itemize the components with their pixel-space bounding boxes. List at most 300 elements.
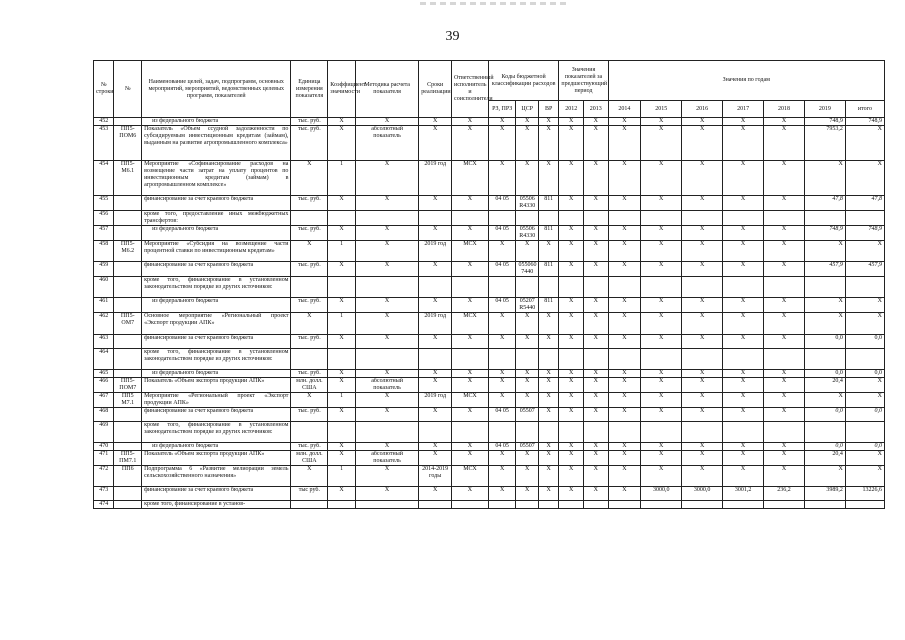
cell-total — [845, 349, 884, 370]
cell-unit: X — [291, 313, 328, 335]
cell-total — [845, 211, 884, 226]
cell-name: из федерального бюджета — [142, 118, 291, 126]
cell-unit: тыс. руб. — [291, 370, 328, 378]
cell-coef — [328, 422, 356, 443]
cell-resp: X — [452, 226, 489, 241]
cell-y2016 — [682, 211, 723, 226]
cell-rz — [488, 349, 516, 370]
cell-y2019: 20,4 — [804, 451, 845, 466]
cell-csr: X — [516, 487, 539, 501]
cell-n: 452 — [94, 118, 114, 126]
cell-y2017: X — [723, 126, 764, 161]
cell-vr — [538, 277, 558, 298]
cell-rz: 04 05 — [488, 443, 516, 451]
cell-y2013: X — [583, 466, 608, 487]
cell-y2013: X — [583, 335, 608, 349]
cell-coef: 1 — [328, 241, 356, 262]
cell-total: 748,9 — [845, 226, 884, 241]
cell-y2017: X — [723, 298, 764, 313]
cell-y2012: X — [559, 466, 584, 487]
cell-y2013: X — [583, 241, 608, 262]
cell-method — [355, 501, 418, 509]
cell-code — [114, 443, 142, 451]
cell-rz: X — [488, 487, 516, 501]
cell-y2019: X — [804, 241, 845, 262]
cell-total — [845, 277, 884, 298]
cell-code: ПП5 М7.1 — [114, 393, 142, 408]
cell-unit: млн. долл. США — [291, 378, 328, 393]
cell-total: X — [845, 393, 884, 408]
cell-method — [355, 349, 418, 370]
cell-name: финансирование за счет краевого бюджета — [142, 487, 291, 501]
cell-y2016: X — [682, 378, 723, 393]
cell-coef: X — [328, 451, 356, 466]
cell-name: из федерального бюджета — [142, 370, 291, 378]
cell-terms: X — [419, 378, 452, 393]
cell-n: 464 — [94, 349, 114, 370]
cell-y2013: X — [583, 196, 608, 211]
cell-rz — [488, 422, 516, 443]
cell-y2018: X — [764, 370, 805, 378]
cell-rz: X — [488, 241, 516, 262]
cell-total — [845, 501, 884, 509]
cell-name: Мероприятие «Субсидия на возмещение части процентной ставки по инвестиционным кредитам» — [142, 241, 291, 262]
cell-method: абсолютный показатель — [355, 126, 418, 161]
cell-y2017: X — [723, 226, 764, 241]
cell-name: кроме того, финансирование в установленном законодательством порядке из других источников: — [142, 422, 291, 443]
cell-csr: X — [516, 378, 539, 393]
cell-y2014 — [608, 501, 641, 509]
cell-y2016: X — [682, 241, 723, 262]
cell-y2018: X — [764, 443, 805, 451]
cell-vr: X — [538, 335, 558, 349]
cell-code — [114, 226, 142, 241]
cell-y2017 — [723, 501, 764, 509]
cell-y2012 — [559, 277, 584, 298]
cell-y2013: X — [583, 370, 608, 378]
cell-resp — [452, 501, 489, 509]
cell-y2012: X — [559, 393, 584, 408]
cell-y2017 — [723, 277, 764, 298]
cell-y2015: X — [641, 262, 682, 277]
cell-y2015: 3000,0 — [641, 487, 682, 501]
header-2019: 2019 — [804, 101, 845, 118]
cell-vr: X — [538, 378, 558, 393]
cell-terms: 2019 год — [419, 241, 452, 262]
cell-coef: X — [328, 487, 356, 501]
cell-coef: X — [328, 378, 356, 393]
cell-y2018: X — [764, 262, 805, 277]
cell-n: 459 — [94, 262, 114, 277]
cell-method: X — [355, 161, 418, 196]
table-row — [94, 422, 885, 443]
cell-y2019 — [804, 211, 845, 226]
table-row — [94, 118, 885, 126]
cell-vr — [538, 211, 558, 226]
cell-coef — [328, 501, 356, 509]
cell-y2014: X — [608, 118, 641, 126]
cell-y2016 — [682, 422, 723, 443]
cell-method: X — [355, 118, 418, 126]
cell-unit: тыс. руб. — [291, 335, 328, 349]
cell-y2017: X — [723, 335, 764, 349]
table-row — [94, 408, 885, 422]
header-budget-codes: Коды бюджетной классификации расходов — [488, 61, 559, 101]
cell-y2012 — [559, 211, 584, 226]
cell-rz: 04 05 — [488, 262, 516, 277]
cell-code — [114, 487, 142, 501]
cell-terms: X — [419, 196, 452, 211]
cell-y2015 — [641, 277, 682, 298]
cell-coef — [328, 349, 356, 370]
cell-method: X — [355, 466, 418, 487]
table-row — [94, 451, 885, 466]
program-table — [93, 60, 885, 509]
cell-terms — [419, 501, 452, 509]
cell-y2015: X — [641, 466, 682, 487]
table-row — [94, 335, 885, 349]
header-2014: 2014 — [608, 101, 641, 118]
cell-unit: X — [291, 161, 328, 196]
cell-terms: X — [419, 451, 452, 466]
cell-y2013 — [583, 501, 608, 509]
cell-method: X — [355, 335, 418, 349]
cell-y2013: X — [583, 126, 608, 161]
cell-y2012: X — [559, 262, 584, 277]
cell-resp — [452, 422, 489, 443]
cell-code: ПП5-ПМ7.1 — [114, 451, 142, 466]
cell-y2018: X — [764, 226, 805, 241]
cell-y2012: X — [559, 443, 584, 451]
cell-name: из федерального бюджета — [142, 443, 291, 451]
cell-y2016: X — [682, 451, 723, 466]
cell-name: из федерального бюджета — [142, 226, 291, 241]
cell-terms: 2014-2019 годы — [419, 466, 452, 487]
cell-y2018: X — [764, 161, 805, 196]
cell-y2013: X — [583, 487, 608, 501]
cell-csr — [516, 349, 539, 370]
cell-total: X — [845, 451, 884, 466]
cell-resp: X — [452, 370, 489, 378]
cell-csr — [516, 211, 539, 226]
table-header — [94, 61, 885, 118]
cell-csr — [516, 501, 539, 509]
cell-coef: X — [328, 262, 356, 277]
cell-y2016: X — [682, 370, 723, 378]
cell-vr: X — [538, 370, 558, 378]
cell-coef: X — [328, 335, 356, 349]
cell-y2015: X — [641, 298, 682, 313]
cell-total: X — [845, 161, 884, 196]
cell-y2018: X — [764, 118, 805, 126]
header-2012: 2012 — [559, 101, 584, 118]
cell-rz: 04 05 — [488, 298, 516, 313]
cell-y2015: X — [641, 241, 682, 262]
cell-y2013: X — [583, 451, 608, 466]
cell-y2014: X — [608, 262, 641, 277]
cell-y2014: X — [608, 335, 641, 349]
cell-unit: тыс. руб. — [291, 298, 328, 313]
cell-y2017: X — [723, 466, 764, 487]
cell-csr: 05506 R4330 — [516, 196, 539, 211]
cell-vr — [538, 501, 558, 509]
cell-method: абсолютный показатель — [355, 451, 418, 466]
cell-unit: X — [291, 393, 328, 408]
cell-y2018: X — [764, 335, 805, 349]
cell-coef: X — [328, 226, 356, 241]
cell-code: ПП5-ОМ7 — [114, 313, 142, 335]
cell-unit: тыс. руб. — [291, 408, 328, 422]
cell-y2016: X — [682, 408, 723, 422]
cell-resp: X — [452, 335, 489, 349]
cell-y2017: X — [723, 443, 764, 451]
cell-y2013: X — [583, 262, 608, 277]
cell-y2012: X — [559, 370, 584, 378]
cell-name: Показатель «Объем ссудной задолженности по субсидируемым инвестиционным кредитам (займам), выданным на развитие агропромышленного комплекса» — [142, 126, 291, 161]
header-method: Методика расчета показателя — [355, 61, 418, 118]
cell-csr: 05507 — [516, 443, 539, 451]
cell-coef: 1 — [328, 313, 356, 335]
cell-y2013: X — [583, 226, 608, 241]
cell-y2013 — [583, 422, 608, 443]
cell-y2018: X — [764, 378, 805, 393]
cell-n: 471 — [94, 451, 114, 466]
cell-y2016: 3000,0 — [682, 487, 723, 501]
cell-vr: X — [538, 241, 558, 262]
cell-y2019: 748,9 — [804, 226, 845, 241]
cell-y2018 — [764, 349, 805, 370]
header-row-num: № строки — [94, 61, 114, 118]
table-row — [94, 161, 885, 196]
cell-method: X — [355, 262, 418, 277]
cell-csr: X — [516, 241, 539, 262]
cell-code: ПП6 — [114, 466, 142, 487]
table-row — [94, 313, 885, 335]
table-row — [94, 487, 885, 501]
cell-code — [114, 211, 142, 226]
cell-n: 455 — [94, 196, 114, 211]
cell-csr: 05507 — [516, 408, 539, 422]
cell-resp: X — [452, 487, 489, 501]
cell-name: кроме того, финансирование в установ- — [142, 501, 291, 509]
cell-resp: X — [452, 443, 489, 451]
cell-y2013: X — [583, 408, 608, 422]
scan-artifact — [420, 2, 570, 5]
header-prev-values: Значения показателей за предшествующий период — [559, 61, 608, 101]
cell-vr: X — [538, 487, 558, 501]
cell-method: X — [355, 241, 418, 262]
header-csr: ЦСР — [516, 101, 539, 118]
table-row — [94, 241, 885, 262]
cell-method: X — [355, 393, 418, 408]
cell-method: X — [355, 408, 418, 422]
cell-y2014: X — [608, 466, 641, 487]
cell-name: Подпрограмма 6 «Развитие мелиорации земель сельскохозяйственного назначения» — [142, 466, 291, 487]
cell-method: X — [355, 226, 418, 241]
cell-y2013 — [583, 211, 608, 226]
cell-terms — [419, 422, 452, 443]
cell-terms: X — [419, 126, 452, 161]
cell-y2017 — [723, 349, 764, 370]
cell-total: 748,9 — [845, 118, 884, 126]
cell-method — [355, 422, 418, 443]
cell-method: X — [355, 196, 418, 211]
header-name: Наименование целей, задач, подпрограмм, основных мероприятий, мероприятий, ведомственных целевых программ, показателей — [142, 61, 291, 118]
cell-y2017: X — [723, 161, 764, 196]
cell-code — [114, 408, 142, 422]
cell-y2013: X — [583, 378, 608, 393]
cell-y2014: X — [608, 313, 641, 335]
header-vr: ВР — [538, 101, 558, 118]
cell-csr — [516, 277, 539, 298]
cell-y2019: 0,0 — [804, 443, 845, 451]
cell-total: X — [845, 466, 884, 487]
cell-coef: 1 — [328, 393, 356, 408]
cell-name: Мероприятие «Софинансирование расходов на возмещение части затрат на уплату процентов по инвестиционным кредитам (займам) в агропромышленном комплексе» — [142, 161, 291, 196]
cell-rz — [488, 211, 516, 226]
cell-y2019: X — [804, 466, 845, 487]
cell-y2018 — [764, 211, 805, 226]
header-unit: Единица измерения показателя — [291, 61, 328, 118]
cell-n: 470 — [94, 443, 114, 451]
cell-unit — [291, 422, 328, 443]
cell-total: 0,0 — [845, 335, 884, 349]
table-row — [94, 370, 885, 378]
cell-y2019: 7953,2 — [804, 126, 845, 161]
cell-y2012: X — [559, 298, 584, 313]
cell-unit — [291, 501, 328, 509]
cell-y2014 — [608, 349, 641, 370]
cell-y2014: X — [608, 408, 641, 422]
cell-y2019: 0,0 — [804, 370, 845, 378]
cell-y2014: X — [608, 443, 641, 451]
cell-code: ПП5-М6.1 — [114, 161, 142, 196]
header-terms: Сроки реализации — [419, 61, 452, 118]
cell-vr: X — [538, 126, 558, 161]
cell-total: 0,0 — [845, 443, 884, 451]
cell-name: финансирование за счет краевого бюджета — [142, 196, 291, 211]
cell-n: 463 — [94, 335, 114, 349]
cell-rz: X — [488, 451, 516, 466]
cell-y2018 — [764, 422, 805, 443]
cell-n: 466 — [94, 378, 114, 393]
cell-y2018: X — [764, 393, 805, 408]
cell-y2015: X — [641, 451, 682, 466]
cell-vr: X — [538, 451, 558, 466]
header-year-values: Значения по годам — [608, 61, 884, 101]
cell-total: X — [845, 313, 884, 335]
cell-y2019: X — [804, 393, 845, 408]
cell-y2018: 236,2 — [764, 487, 805, 501]
cell-y2018: X — [764, 298, 805, 313]
cell-y2015 — [641, 422, 682, 443]
cell-name: финансирование за счет краевого бюджета — [142, 335, 291, 349]
cell-terms: 2019 год — [419, 393, 452, 408]
cell-csr: X — [516, 118, 539, 126]
cell-method: X — [355, 298, 418, 313]
header-2015: 2015 — [641, 101, 682, 118]
cell-n: 460 — [94, 277, 114, 298]
cell-y2019: X — [804, 161, 845, 196]
cell-coef: X — [328, 126, 356, 161]
cell-resp — [452, 349, 489, 370]
cell-n: 456 — [94, 211, 114, 226]
cell-y2017: X — [723, 378, 764, 393]
cell-y2012: X — [559, 126, 584, 161]
cell-y2019 — [804, 277, 845, 298]
cell-rz — [488, 277, 516, 298]
cell-terms: X — [419, 226, 452, 241]
cell-rz: X — [488, 378, 516, 393]
cell-y2016: X — [682, 393, 723, 408]
table-row — [94, 126, 885, 161]
cell-code: ПП5-ПОМ7 — [114, 378, 142, 393]
cell-n: 465 — [94, 370, 114, 378]
cell-code — [114, 262, 142, 277]
cell-name: Основное мероприятие «Региональный проект «Экспорт продукции АПК» — [142, 313, 291, 335]
cell-name: кроме того, финансирование в установленном законодательством порядке из других источников: — [142, 349, 291, 370]
cell-coef — [328, 277, 356, 298]
table-row — [94, 349, 885, 370]
cell-y2014: X — [608, 226, 641, 241]
cell-n: 468 — [94, 408, 114, 422]
cell-csr: X — [516, 466, 539, 487]
cell-y2017: X — [723, 313, 764, 335]
cell-y2019: 20,4 — [804, 378, 845, 393]
cell-y2018: X — [764, 313, 805, 335]
cell-y2014 — [608, 422, 641, 443]
cell-coef: X — [328, 118, 356, 126]
table-row — [94, 466, 885, 487]
cell-method: X — [355, 487, 418, 501]
cell-y2013: X — [583, 161, 608, 196]
cell-rz: X — [488, 393, 516, 408]
header-rz: РЗ, ПРЗ — [488, 101, 516, 118]
table-row — [94, 393, 885, 408]
cell-resp: МСХ — [452, 161, 489, 196]
cell-y2015: X — [641, 408, 682, 422]
cell-code — [114, 501, 142, 509]
table-row — [94, 226, 885, 241]
cell-coef: 1 — [328, 466, 356, 487]
cell-y2013: X — [583, 393, 608, 408]
cell-csr: X — [516, 393, 539, 408]
cell-coef: X — [328, 196, 356, 211]
cell-n: 474 — [94, 501, 114, 509]
table-row — [94, 501, 885, 509]
cell-code — [114, 118, 142, 126]
cell-csr: 055060 7440 — [516, 262, 539, 277]
cell-n: 461 — [94, 298, 114, 313]
cell-y2016: X — [682, 196, 723, 211]
cell-resp: X — [452, 378, 489, 393]
cell-rz: X — [488, 370, 516, 378]
cell-y2017: X — [723, 408, 764, 422]
cell-csr: X — [516, 335, 539, 349]
page-number: 39 — [445, 29, 460, 44]
cell-terms: X — [419, 408, 452, 422]
cell-total — [845, 422, 884, 443]
cell-unit: тыс. руб. — [291, 126, 328, 161]
cell-resp: X — [452, 196, 489, 211]
cell-y2019: X — [804, 313, 845, 335]
cell-terms: 2019 год — [419, 161, 452, 196]
cell-method — [355, 211, 418, 226]
cell-csr: X — [516, 313, 539, 335]
cell-code — [114, 277, 142, 298]
cell-name: из федерального бюджета — [142, 298, 291, 313]
cell-y2015: X — [641, 370, 682, 378]
